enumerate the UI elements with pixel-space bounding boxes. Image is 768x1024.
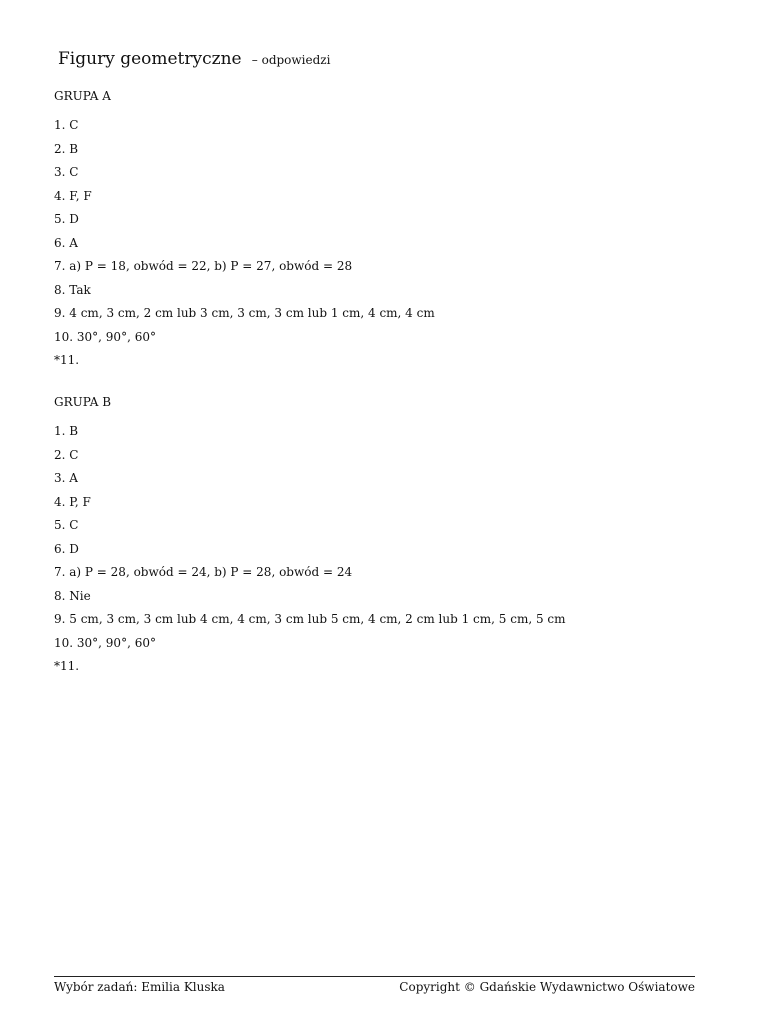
page-title (58, 34, 330, 72)
group-b-answer-list (54, 420, 566, 679)
answer-item: 9. 5 cm, 3 cm, 3 cm lub 4 cm, 4 cm, 3 cm lub 5 cm, 4 cm, 2 cm lub 1 cm, 5 cm, 5 cm (54, 612, 566, 626)
page-title-subtitle: – odpowiedzi (251, 53, 331, 67)
footer-copyright: Copyright © Gdańskie Wydawnictwo Oświatowe (399, 980, 695, 994)
answer-item: 5. C (54, 518, 79, 532)
answer-item: 7. a) P = 18, obwód = 22, b) P = 27, obwód = 28 (54, 259, 353, 273)
group-a-answer-list (54, 114, 435, 373)
answer-item: 4. F, F (54, 188, 92, 203)
answer-item: 1. B (54, 424, 79, 438)
answer-item: 6. A (54, 235, 78, 250)
group-b-heading: GRUPA B (54, 395, 112, 409)
page-title-main: Figury geometryczne (58, 49, 242, 69)
answer-item: 2. C (54, 447, 79, 462)
answer-item: 10. 30°, 90°, 60° (54, 635, 156, 650)
answer-item: 2. B (54, 141, 79, 156)
answer-item: 3. A (54, 471, 78, 485)
footer-author: Wybór zadań: Emilia Kluska (54, 980, 225, 994)
answer-item: 8. Tak (54, 282, 91, 297)
answer-item: 3. C (54, 165, 79, 179)
answer-item: 6. D (54, 541, 79, 556)
answer-item: *11. (54, 353, 80, 367)
answer-item: 7. a) P = 28, obwód = 24, b) P = 28, obwód = 24 (54, 565, 353, 579)
answer-item: 4. P, F (54, 494, 91, 509)
group-a-heading: GRUPA A (54, 89, 111, 103)
footer-divider (54, 976, 695, 977)
answer-item: 9. 4 cm, 3 cm, 2 cm lub 3 cm, 3 cm, 3 cm lub 1 cm, 4 cm, 4 cm (54, 306, 435, 320)
answer-item: 1. C (54, 118, 79, 132)
answer-item: *11. (54, 659, 80, 673)
answer-item: 10. 30°, 90°, 60° (54, 329, 156, 344)
answer-item: 5. D (54, 212, 79, 226)
answer-item: 8. Nie (54, 588, 91, 603)
